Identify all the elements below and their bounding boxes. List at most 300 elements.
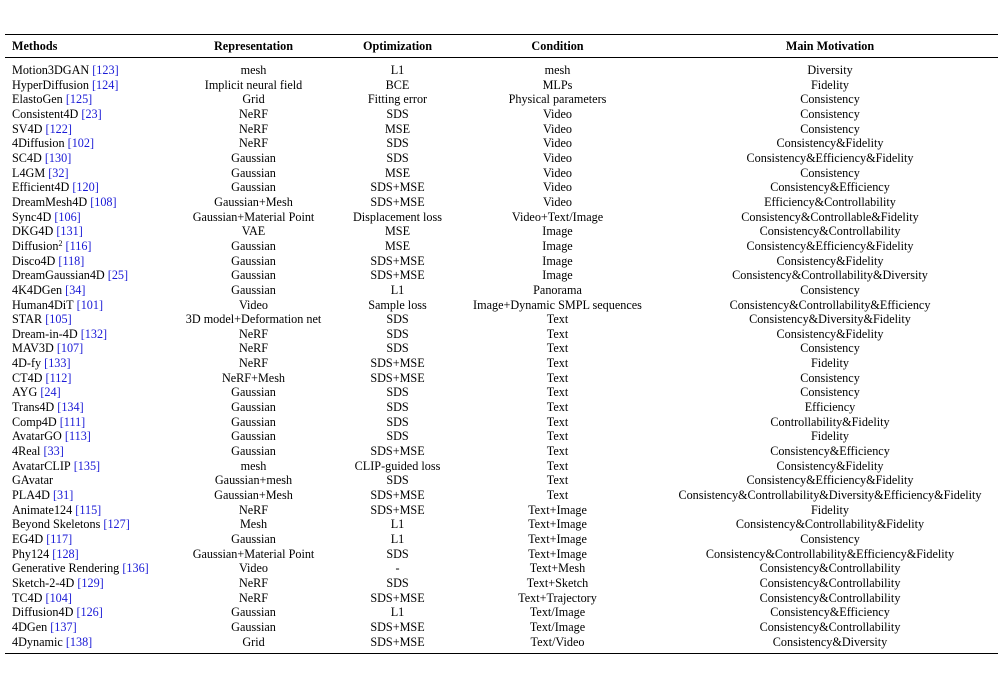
- cell-optimization: MSE: [384, 165, 411, 180]
- cell-representation: 3D model+Deformation net: [185, 312, 322, 327]
- cell-motivation: Fidelity: [811, 77, 849, 92]
- header-methods: Methods: [12, 39, 58, 53]
- citation-link[interactable]: [33]: [43, 444, 64, 459]
- cell-method: [5, 532, 165, 547]
- table-row: [5, 151, 998, 166]
- cell-motivation: Consistency&Efficiency&Fidelity: [746, 473, 914, 488]
- cell-motivation: Controllability&Fidelity: [770, 414, 890, 429]
- cell-condition: Image: [542, 268, 573, 283]
- cell-motivation: Consistency: [800, 121, 860, 136]
- cell-representation: NeRF+Mesh: [221, 370, 286, 385]
- table-row: [5, 620, 998, 635]
- cell-condition: Text+Trajectory: [518, 590, 597, 605]
- cell-representation: NeRF: [238, 106, 269, 121]
- citation-link[interactable]: [132]: [80, 326, 108, 341]
- citation-link[interactable]: [32]: [48, 165, 69, 180]
- method-name: 4Real: [12, 444, 41, 459]
- method-name: 4K4DGen: [12, 282, 63, 297]
- cell-representation: Gaussian: [231, 268, 276, 283]
- cell-motivation: Consistency&Controllable&Fidelity: [741, 209, 919, 224]
- table-row: [5, 166, 998, 181]
- cell-motivation: Consistency: [800, 282, 860, 297]
- cell-representation: Gaussian: [231, 605, 276, 620]
- cell-condition: Video: [542, 194, 573, 209]
- cell-optimization: MSE: [384, 224, 411, 239]
- cell-optimization: SDS: [386, 136, 409, 151]
- cell-optimization: L1: [390, 532, 405, 546]
- cell-motivation: Efficiency&Controllability: [764, 194, 896, 209]
- cell-representation: Gaussian+Material Point: [192, 546, 315, 561]
- citation-link[interactable]: [23]: [81, 106, 102, 121]
- cell-representation: Implicit neural field: [204, 77, 303, 92]
- table-row: [5, 444, 998, 459]
- cell-optimization: SDS: [386, 546, 409, 561]
- cell-method: [5, 239, 165, 254]
- table-row: [5, 136, 998, 151]
- cell-condition: Video: [542, 180, 573, 195]
- table-row: [5, 385, 998, 400]
- cell-optimization: SDS: [386, 106, 409, 121]
- cell-optimization: SDS: [386, 341, 409, 356]
- cell-representation: Gaussian: [231, 619, 276, 634]
- cell-motivation: Consistency: [800, 370, 860, 385]
- method-name: Generative Rendering: [12, 561, 120, 576]
- cell-method: [5, 107, 165, 122]
- citation-link[interactable]: [133]: [44, 356, 71, 371]
- table-row: [5, 532, 998, 547]
- cell-method: [5, 283, 165, 298]
- cell-motivation: Consistency&Fidelity: [776, 458, 884, 473]
- table-body: [5, 58, 998, 654]
- citation-link[interactable]: [136]: [122, 561, 149, 576]
- cell-motivation: Consistency&Controllability: [759, 590, 901, 605]
- cell-motivation: Consistency&Diversity: [772, 634, 888, 649]
- cell-motivation: Consistency&Efficiency: [770, 605, 890, 620]
- citation-link[interactable]: [130]: [44, 150, 72, 165]
- cell-motivation: Fidelity: [811, 429, 849, 444]
- method-name: EG4D: [12, 532, 44, 546]
- table-row: [5, 459, 998, 474]
- cell-method: [5, 268, 165, 283]
- table-row: [5, 298, 998, 313]
- cell-representation: Gaussian: [231, 180, 276, 195]
- method-name: 4DGen: [12, 619, 48, 634]
- cell-condition: Panorama: [533, 282, 582, 297]
- cell-motivation: Efficiency: [804, 400, 856, 415]
- citation-link[interactable]: [104]: [45, 590, 72, 605]
- cell-condition: Video: [542, 121, 573, 136]
- table-row: [5, 180, 998, 195]
- cell-method: [5, 503, 165, 518]
- table-row: [5, 371, 998, 386]
- table-row: [5, 210, 998, 225]
- cell-method: [5, 576, 165, 591]
- cell-optimization: SDS+MSE: [370, 180, 425, 195]
- citation-link[interactable]: [25]: [107, 268, 129, 283]
- cell-condition: Image: [542, 253, 573, 268]
- cell-optimization: BCE: [385, 77, 410, 92]
- cell-method: [5, 385, 165, 400]
- cell-motivation: Consistency&Controllability&Diversity: [732, 268, 928, 283]
- cell-method: [5, 78, 165, 93]
- cell-condition: Text+Image: [528, 517, 587, 532]
- method-name: CT4D: [12, 370, 43, 385]
- cell-method: [5, 429, 165, 444]
- method-name: TC4D: [12, 590, 43, 605]
- cell-optimization: MSE: [384, 121, 411, 136]
- method-name: AvatarCLIP: [12, 458, 71, 473]
- cell-method: [5, 415, 165, 430]
- cell-optimization: SDS: [386, 385, 409, 400]
- citation-link[interactable]: [137]: [50, 619, 77, 634]
- cell-optimization: SDS: [386, 312, 409, 327]
- cell-optimization: SDS+MSE: [370, 488, 425, 503]
- table-row: [5, 547, 998, 562]
- cell-method: [5, 356, 165, 371]
- citation-link[interactable]: [24]: [40, 385, 61, 400]
- cell-representation: NeRF: [238, 121, 269, 136]
- method-superscript: 2: [58, 238, 63, 248]
- cell-representation: Gaussian: [231, 414, 276, 429]
- cell-method: [5, 517, 165, 532]
- cell-method: [5, 591, 165, 606]
- cell-condition: Text+Image: [528, 532, 587, 546]
- method-name: HyperDiffusion: [12, 77, 89, 92]
- cell-representation: NeRF: [238, 356, 269, 371]
- citation-link[interactable]: [112]: [45, 370, 72, 385]
- cell-motivation: Consistency: [800, 165, 860, 180]
- cell-method: [5, 444, 165, 459]
- method-name: Animate124: [12, 502, 73, 517]
- cell-representation: NeRF: [238, 575, 269, 590]
- cell-representation: Gaussian: [231, 165, 276, 180]
- citation-link[interactable]: [135]: [73, 458, 101, 473]
- cell-motivation: Consistency&Diversity&Fidelity: [749, 312, 911, 327]
- cell-optimization: SDS+MSE: [370, 268, 425, 283]
- cell-optimization: SDS+MSE: [370, 253, 425, 268]
- cell-representation: Gaussian: [231, 444, 276, 459]
- cell-condition: MLPs: [542, 77, 573, 92]
- citation-link[interactable]: [106]: [54, 209, 81, 224]
- header-condition: Condition: [531, 39, 584, 53]
- cell-optimization: MSE: [384, 238, 411, 253]
- cell-optimization: SDS: [386, 326, 409, 341]
- cell-condition: Text: [546, 312, 569, 327]
- method-name: SC4D: [12, 150, 42, 165]
- cell-representation: Gaussian: [231, 282, 276, 297]
- cell-motivation: Consistency: [800, 92, 860, 107]
- citation-link[interactable]: [124]: [92, 77, 119, 92]
- cell-representation: NeRF: [238, 590, 269, 605]
- cell-method: [5, 620, 165, 635]
- cell-representation: NeRF: [238, 136, 269, 151]
- method-name: Disco4D: [12, 253, 56, 268]
- table-row: [5, 591, 998, 606]
- citation-link[interactable]: [108]: [90, 194, 117, 209]
- cell-condition: Text: [546, 370, 569, 385]
- method-name: L4GM: [12, 165, 46, 180]
- cell-motivation: Diversity: [807, 63, 853, 77]
- cell-method: [5, 195, 165, 210]
- method-name: MAV3D: [12, 341, 54, 356]
- cell-representation: Gaussian+Mesh: [214, 194, 293, 209]
- citation-link[interactable]: [31]: [52, 488, 74, 503]
- cell-optimization: SDS+MSE: [370, 502, 425, 517]
- citation-link[interactable]: [34]: [65, 282, 86, 297]
- method-name: GAvatar: [12, 473, 54, 488]
- citation-link[interactable]: [107]: [56, 341, 84, 356]
- cell-optimization: SDS: [386, 150, 409, 165]
- cell-method: [5, 459, 165, 474]
- cell-motivation: Consistency&Controllability&Fidelity: [735, 517, 925, 532]
- cell-optimization: Displacement loss: [352, 209, 443, 224]
- table-row: [5, 107, 998, 122]
- cell-representation: Mesh: [239, 517, 268, 532]
- cell-condition: Text: [546, 356, 569, 371]
- cell-condition: Text: [546, 385, 569, 400]
- citation-link[interactable]: [102]: [67, 136, 95, 151]
- method-name: ElastoGen: [12, 92, 63, 107]
- cell-motivation: Consistency&Controllability&Diversity&Efficiency&Fidelity: [678, 488, 982, 503]
- cell-optimization: SDS: [386, 473, 409, 488]
- method-name: 4Dynamic: [12, 634, 63, 649]
- cell-method: [5, 180, 165, 195]
- cell-condition: Text+Mesh: [529, 561, 586, 576]
- method-name: Diffusion: [12, 238, 59, 253]
- table-row: [5, 356, 998, 371]
- cell-condition: Video: [542, 165, 573, 180]
- citation-link[interactable]: [131]: [56, 224, 83, 239]
- cell-optimization: SDS+MSE: [370, 370, 425, 385]
- cell-representation: Grid: [242, 92, 265, 107]
- table-row: [5, 635, 998, 654]
- cell-optimization: SDS+MSE: [370, 356, 425, 371]
- cell-optimization: SDS+MSE: [370, 444, 425, 459]
- cell-representation: Gaussian: [231, 532, 276, 546]
- cell-representation: Gaussian+Material Point: [192, 209, 315, 224]
- cell-motivation: Consistency: [800, 532, 860, 546]
- cell-method: [5, 254, 165, 269]
- cell-motivation: Consistency&Fidelity: [776, 136, 884, 151]
- table-row: [5, 605, 998, 620]
- table-row: [5, 517, 998, 532]
- cell-method: [5, 224, 165, 239]
- table-row: [5, 429, 998, 444]
- cell-representation: Gaussian: [231, 150, 276, 165]
- table-row: [5, 254, 998, 269]
- cell-condition: Text: [546, 326, 569, 341]
- cell-method: [5, 136, 165, 151]
- cell-optimization: L1: [390, 282, 405, 297]
- cell-method: [5, 635, 165, 654]
- method-name: 4D-fy: [12, 356, 42, 371]
- cell-optimization: CLIP-guided loss: [354, 458, 441, 473]
- header-optimization: Optimization: [362, 39, 433, 53]
- table-row: [5, 327, 998, 342]
- method-name: Efficient4D: [12, 180, 70, 195]
- comparison-table-container: [5, 34, 998, 654]
- cell-optimization: L1: [390, 63, 405, 77]
- cell-condition: Text+Image: [528, 502, 587, 517]
- cell-representation: Gaussian: [231, 238, 276, 253]
- citation-link[interactable]: [129]: [77, 575, 104, 590]
- citation-link[interactable]: [128]: [52, 546, 79, 561]
- citation-link[interactable]: [111]: [59, 414, 86, 429]
- citation-link[interactable]: [120]: [72, 180, 99, 195]
- cell-method: [5, 473, 165, 488]
- table-header-row: [5, 35, 998, 58]
- citation-link[interactable]: [118]: [58, 253, 85, 268]
- citation-link[interactable]: [105]: [45, 312, 72, 327]
- cell-motivation: Consistency&Fidelity: [776, 253, 884, 268]
- citation-link[interactable]: [125]: [65, 92, 93, 107]
- method-name: Beyond Skeletons: [12, 517, 101, 532]
- header-main-motivation: Main Motivation: [785, 39, 875, 53]
- cell-representation: NeRF: [238, 326, 269, 341]
- method-name: Motion3DGAN: [12, 63, 90, 77]
- table-row: [5, 576, 998, 591]
- cell-condition: Image: [542, 224, 573, 239]
- cell-condition: Text+Sketch: [526, 575, 589, 590]
- cell-motivation: Consistency&Controllability&Efficiency&Fidelity: [705, 546, 955, 561]
- cell-representation: mesh: [240, 63, 267, 77]
- cell-optimization: -: [395, 561, 400, 576]
- citation-link[interactable]: [134]: [57, 400, 84, 415]
- table-row: [5, 561, 998, 576]
- cell-motivation: Consistency&Efficiency: [770, 180, 890, 195]
- method-name: AvatarGO: [12, 429, 62, 444]
- cell-condition: Video: [542, 106, 573, 121]
- cell-motivation: Fidelity: [811, 502, 849, 517]
- table-row: [5, 58, 998, 78]
- citation-link[interactable]: [101]: [76, 297, 104, 312]
- table-row: [5, 78, 998, 93]
- citation-link[interactable]: [123]: [92, 63, 119, 77]
- citation-link[interactable]: [116]: [65, 238, 92, 253]
- citation-link[interactable]: [113]: [64, 429, 91, 444]
- cell-method: [5, 400, 165, 415]
- cell-method: [5, 58, 165, 78]
- citation-link[interactable]: [122]: [45, 121, 72, 136]
- cell-optimization: SDS+MSE: [370, 590, 425, 605]
- table-row: [5, 122, 998, 137]
- method-name: Trans4D: [12, 400, 55, 415]
- cell-method: [5, 561, 165, 576]
- cell-method: [5, 327, 165, 342]
- method-name: Dream-in-4D: [12, 326, 78, 341]
- cell-condition: Text/Image: [529, 619, 586, 634]
- table-row: [5, 415, 998, 430]
- cell-motivation: Consistency&Controllability: [759, 575, 901, 590]
- cell-representation: Gaussian: [231, 385, 276, 400]
- cell-method: [5, 166, 165, 181]
- cell-method: [5, 605, 165, 620]
- cell-method: [5, 210, 165, 225]
- cell-optimization: SDS: [386, 429, 409, 444]
- cell-condition: Text: [546, 458, 569, 473]
- citation-link[interactable]: [115]: [75, 502, 102, 517]
- cell-optimization: L1: [390, 605, 405, 620]
- cell-representation: Video: [238, 297, 269, 312]
- table-row: [5, 473, 998, 488]
- cell-condition: Text: [546, 429, 569, 444]
- cell-condition: Video: [542, 150, 573, 165]
- cell-condition: Text: [546, 488, 569, 503]
- cell-optimization: SDS+MSE: [370, 619, 425, 634]
- cell-method: [5, 371, 165, 386]
- cell-representation: NeRF: [238, 502, 269, 517]
- citation-link[interactable]: [117]: [46, 532, 73, 546]
- cell-motivation: Consistency&Controllability&Efficiency: [729, 297, 931, 312]
- cell-representation: Gaussian: [231, 429, 276, 444]
- citation-link[interactable]: [127]: [103, 517, 130, 532]
- cell-optimization: Fitting error: [367, 92, 428, 107]
- methods-comparison-table: [5, 34, 998, 654]
- table-row: [5, 312, 998, 327]
- cell-method: [5, 341, 165, 356]
- method-name: SV4D: [12, 121, 43, 136]
- cell-representation: Video: [238, 561, 269, 576]
- method-name: Sync4D: [12, 209, 52, 224]
- method-name: Diffusion4D: [12, 605, 74, 620]
- cell-optimization: SDS+MSE: [370, 634, 425, 649]
- cell-representation: Gaussian+Mesh: [214, 488, 293, 503]
- cell-optimization: L1: [390, 517, 405, 532]
- cell-motivation: Consistency&Efficiency&Fidelity: [746, 238, 914, 253]
- cell-condition: Text: [546, 473, 569, 488]
- cell-condition: Physical parameters: [508, 92, 607, 107]
- cell-representation: NeRF: [238, 341, 269, 356]
- cell-condition: Text/Image: [529, 605, 586, 620]
- cell-motivation: Fidelity: [811, 356, 849, 371]
- table-row: [5, 400, 998, 415]
- cell-condition: mesh: [544, 63, 571, 77]
- cell-motivation: Consistency&Efficiency: [770, 444, 890, 459]
- cell-method: [5, 92, 165, 107]
- cell-method: [5, 547, 165, 562]
- method-name: Comp4D: [12, 414, 57, 429]
- cell-motivation: Consistency&Fidelity: [776, 326, 884, 341]
- cell-representation: Gaussian: [231, 400, 276, 415]
- cell-representation: mesh: [240, 458, 267, 473]
- citation-link[interactable]: [138]: [65, 634, 93, 649]
- table-row: [5, 92, 998, 107]
- cell-representation: Grid: [242, 634, 265, 649]
- cell-representation: VAE: [241, 224, 266, 239]
- citation-link[interactable]: [126]: [76, 605, 103, 620]
- cell-motivation: Consistency&Controllability: [759, 619, 901, 634]
- cell-optimization: SDS+MSE: [370, 194, 425, 209]
- cell-condition: Image+Dynamic SMPL sequences: [473, 297, 642, 312]
- header-representation: Representation: [214, 39, 293, 53]
- cell-condition: Text+Image: [528, 546, 587, 561]
- method-name: DKG4D: [12, 224, 54, 239]
- cell-condition: Text: [546, 444, 569, 459]
- method-name: AYG: [12, 385, 38, 400]
- cell-condition: Video: [542, 136, 573, 151]
- table-row: [5, 224, 998, 239]
- cell-condition: Text/Video: [530, 634, 585, 649]
- cell-motivation: Consistency: [800, 106, 860, 121]
- table-row: [5, 488, 998, 503]
- cell-motivation: Consistency&Controllability: [759, 561, 901, 576]
- cell-condition: Text: [546, 400, 569, 415]
- method-name: STAR: [12, 312, 43, 327]
- cell-optimization: Sample loss: [368, 297, 427, 312]
- method-name: 4Diffusion: [12, 136, 65, 151]
- method-name: Sketch-2-4D: [12, 575, 75, 590]
- table-row: [5, 283, 998, 298]
